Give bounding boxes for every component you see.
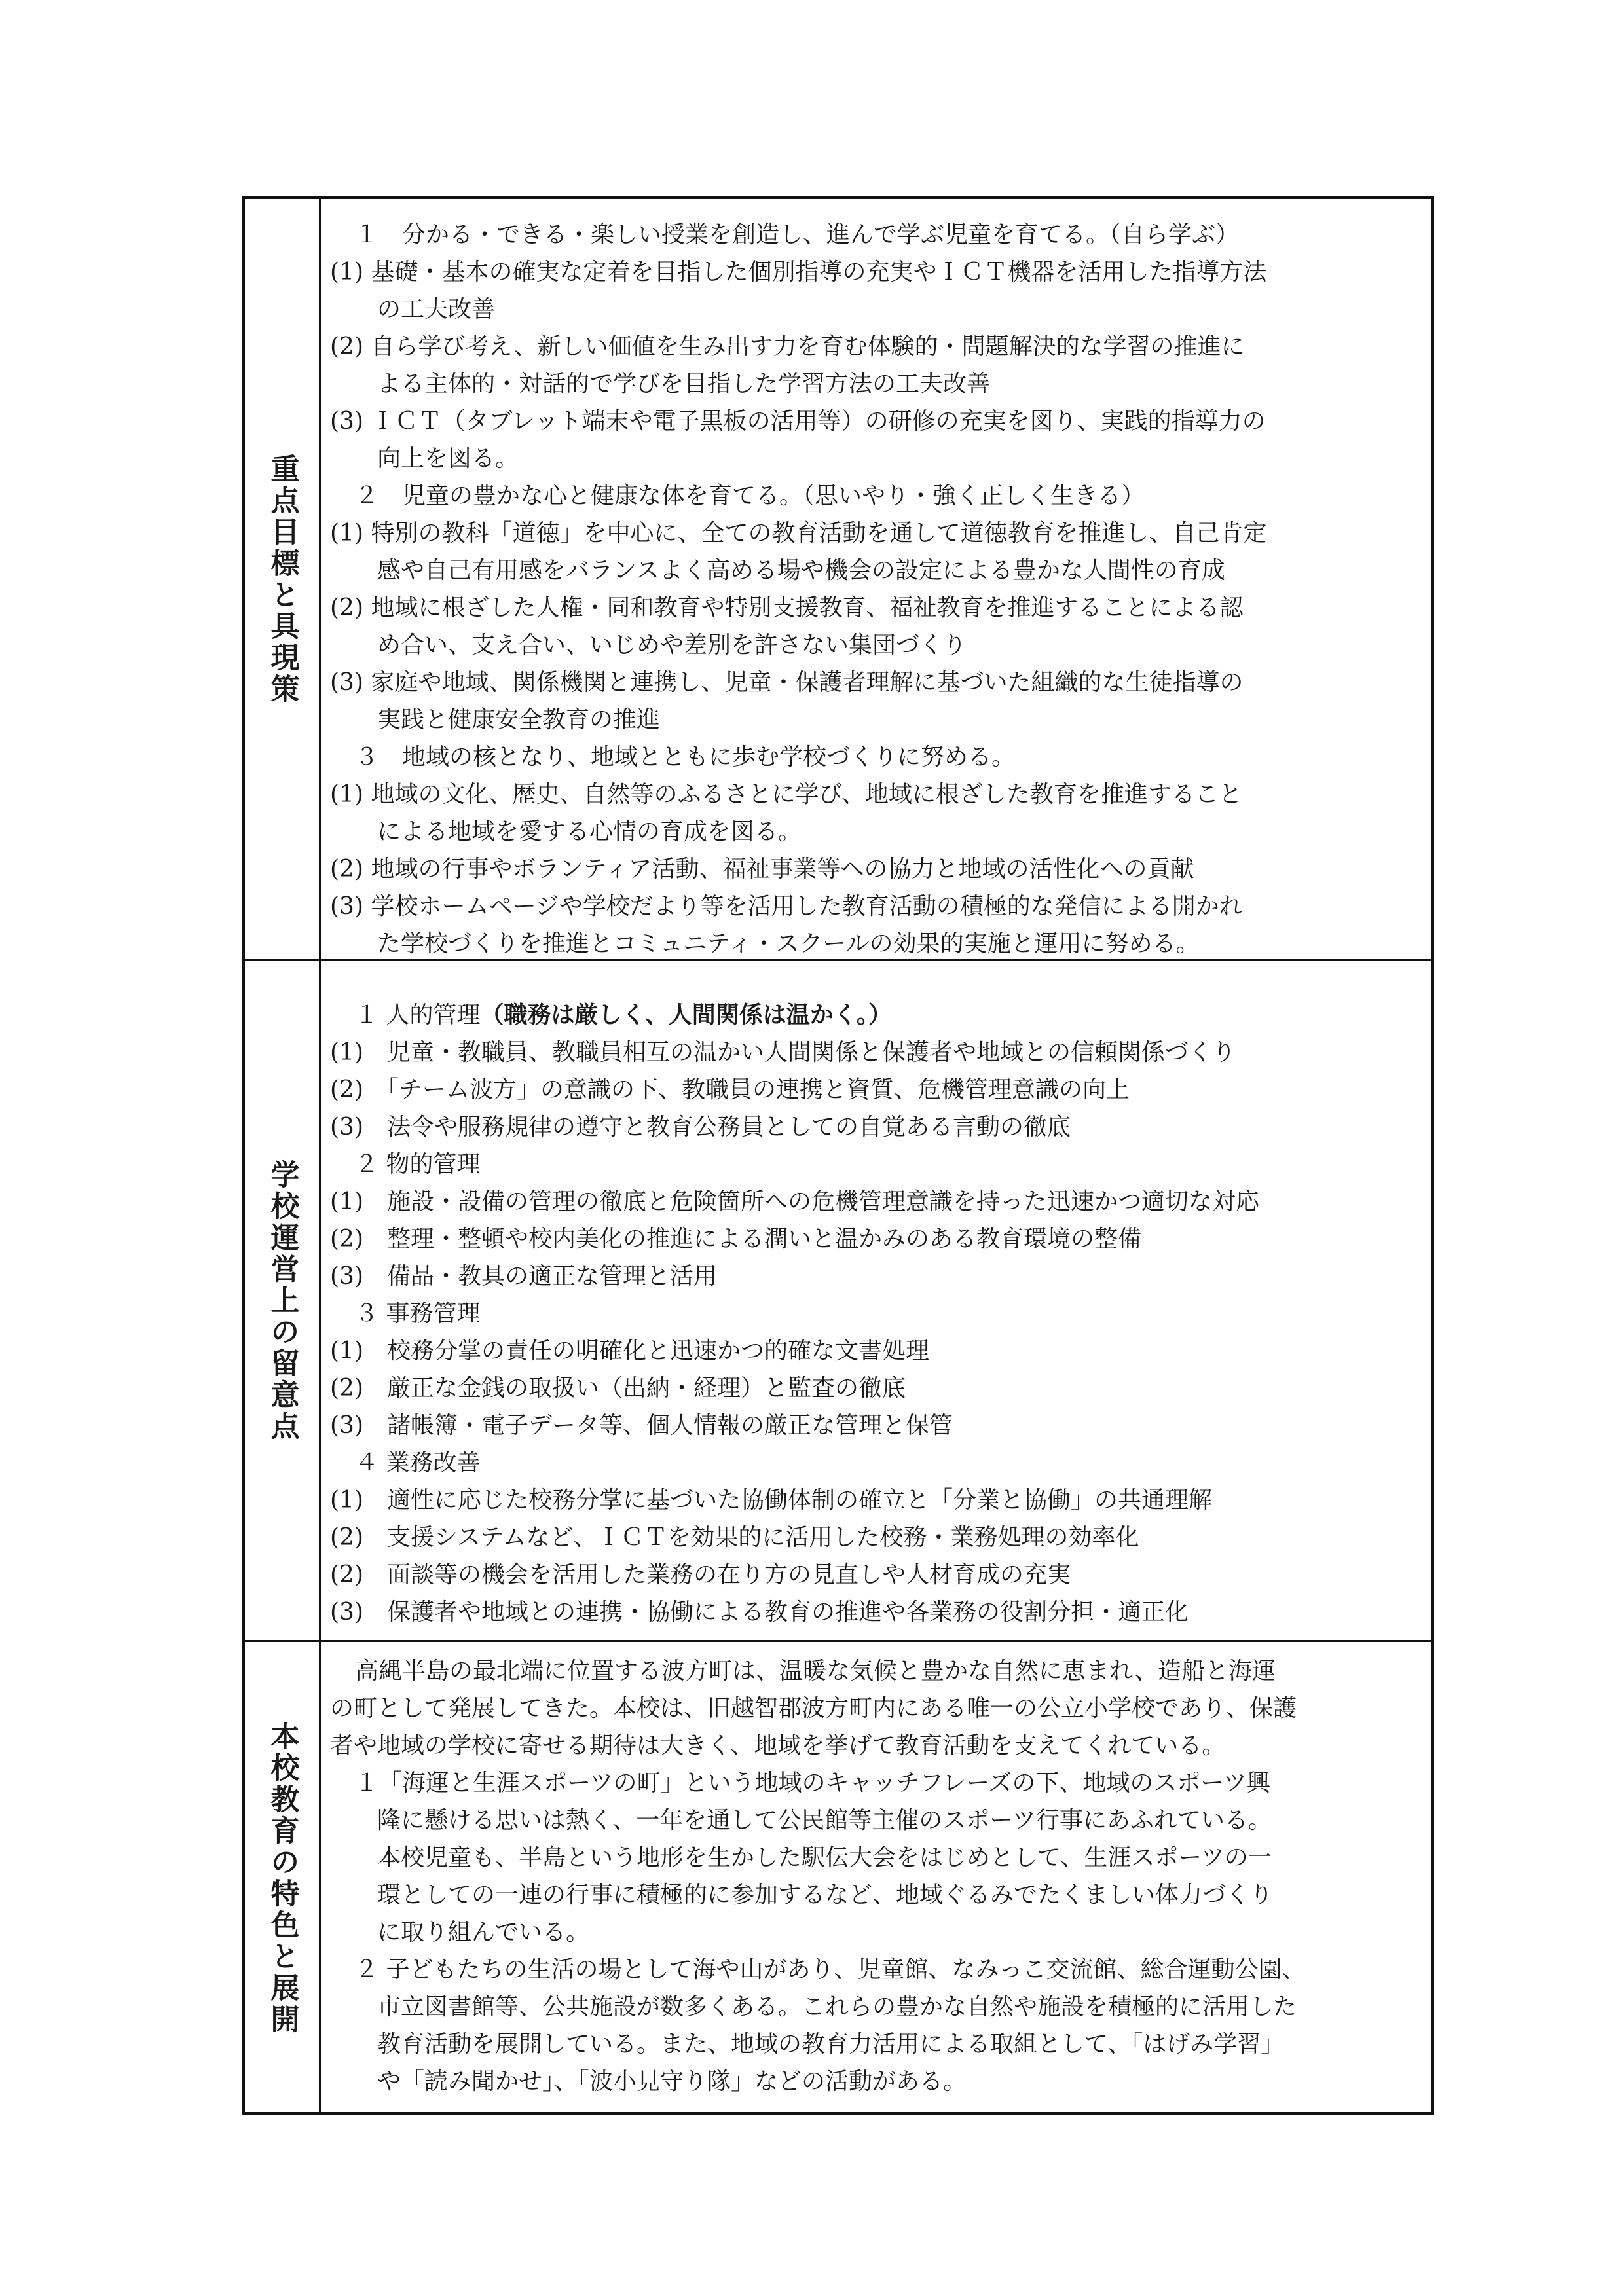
management-motto: （職務は厳しく、人間関係は温かく。） bbox=[480, 1001, 893, 1029]
list-item: (3) 保護者や地域との連携・協働による教育の推進や各業務の役割分担・適正化 bbox=[330, 1599, 1189, 1626]
list-item: (3) 備品・教具の適正な管理と活用 bbox=[330, 1263, 717, 1290]
list-item: (1) 施設・設備の管理の徹底と危険箇所への危機管理意識を持った迅速かつ適切な対応 bbox=[330, 1188, 1259, 1215]
list-item-cont: による地域を愛する心情の育成を図る。 bbox=[377, 818, 802, 845]
paragraph-line: の町として発展してきた。本校は、旧越智郡波方町内にある唯一の公立小学校であり、保護 bbox=[330, 1695, 1297, 1722]
list-item-cont: の工夫改善 bbox=[377, 296, 496, 323]
paragraph-line: 者や地域の学校に寄せる期待は大きく、地域を挙げて教育活動を支えてくれている。 bbox=[330, 1732, 1226, 1759]
list-item: (2) 地域に根ざした人権・同和教育や特別支援教育、福祉教育を推進することによる認 bbox=[330, 594, 1244, 621]
policy-table bbox=[242, 196, 1434, 2115]
management-heading: ２ 物的管理 bbox=[355, 1151, 481, 1178]
list-item-cont: 実践と健康安全教育の推進 bbox=[377, 706, 661, 733]
list-item: (3) 学校ホームページや学校だより等を活用した教育活動の積極的な発信による開かれ bbox=[330, 893, 1243, 920]
section-label-text: 重点目標と具現策 bbox=[265, 453, 299, 705]
list-item: (1) 基礎・基本の確実な定着を目指した個別指導の充実やＩＣＴ機器を活用した指導方法 bbox=[330, 259, 1267, 285]
management-heading-text: １ 人的管理 bbox=[355, 1002, 481, 1029]
list-item: (2) 地域の行事やボランティア活動、福祉事業等への協力と地域の活性化への貢献 bbox=[330, 856, 1194, 883]
feature-item-cont: 本校児童も、半島という地形を生かした駅伝大会をはじめとして、生涯スポーツの一 bbox=[377, 1844, 1272, 1871]
section-label bbox=[245, 199, 321, 959]
management-heading bbox=[330, 996, 1422, 1034]
list-item: (1) 校務分掌の責任の明確化と迅速かつ的確な文書処理 bbox=[330, 1338, 929, 1364]
list-item: (1) 地域の文化、歴史、自然等のふるさとに学び、地域に根ざした教育を推進すること bbox=[330, 781, 1242, 808]
feature-item-cont: 教育活動を展開している。また、地域の教育力活用による取組として、「はげみ学習」 bbox=[377, 2031, 1285, 2058]
section-label-text: 学校運営上の留意点 bbox=[265, 1159, 299, 1442]
list-item-cont: め合い、支え合い、いじめや差別を許さない集団づくり bbox=[377, 632, 967, 659]
section-focus-goals bbox=[245, 199, 1431, 961]
feature-item: ２ 子どもたちの生活の場として海や山があり、児童館、なみっこ交流館、総合運動公園、 bbox=[355, 1956, 1306, 1983]
list-item-cont: よる主体的・対話的で学びを目指した学習方法の工夫改善 bbox=[377, 371, 991, 397]
list-item: (2) 自ら学び考え、新しい価値を生み出す力を育む体験的・問題解決的な学習の推進に bbox=[330, 333, 1245, 360]
feature-item-cont: 環としての一連の行事に積極的に参加するなど、地域ぐるみでたくましい体力づくり bbox=[377, 1882, 1274, 1908]
management-heading: ３ 事務管理 bbox=[355, 1300, 481, 1327]
section-school-features bbox=[245, 1642, 1431, 2115]
list-item: (3) ＩＣＴ（タブレット端末や電子黒板の活用等）の研修の充実を図り、実践的指導力の bbox=[330, 408, 1266, 435]
list-item-cont: た学校づくりを推進とコミュニティ・スクールの効果的実施と運用に努める。 bbox=[377, 930, 1200, 957]
section-label bbox=[245, 1642, 321, 2115]
section-content bbox=[330, 216, 1422, 962]
section-management-notes bbox=[245, 961, 1431, 1642]
goal-heading: ２ 児童の豊かな心と健康な体を育てる。（思いやり・強く正しく生きる） bbox=[355, 483, 1145, 509]
goal-heading: ３ 地域の核となり、地域とともに歩む学校づくりに努める。 bbox=[355, 744, 1016, 771]
feature-item: １「海運と生涯スポーツの町」という地域のキャッチフレーズの下、地域のスポーツ興 bbox=[355, 1770, 1270, 1796]
feature-item-cont: に取り組んでいる。 bbox=[377, 1919, 590, 1946]
feature-item-cont: 隆に懸ける思いは熱く、一年を通して公民館等主催のスポーツ行事にあふれている。 bbox=[377, 1807, 1272, 1834]
list-item: (3) 諸帳簿・電子データ等、個人情報の厳正な管理と保管 bbox=[330, 1412, 953, 1439]
feature-item-cont: 市立図書館等、公共施設が数多くある。これらの豊かな自然や施設を積極的に活用した bbox=[377, 1994, 1297, 2020]
section-label-text: 本校教育の特色と展開 bbox=[265, 1721, 299, 2035]
list-item: (2) 厳正な金銭の取扱い（出納・経理）と監査の徹底 bbox=[330, 1375, 906, 1402]
section-label bbox=[245, 961, 321, 1640]
list-item: (1) 適性に応じた校務分掌に基づいた協働体制の確立と「分業と協働」の共通理解 bbox=[330, 1487, 1212, 1514]
list-item-cont: 感や自己有用感をバランスよく高める場や機会の設定による豊かな人間性の育成 bbox=[377, 557, 1225, 584]
list-item: (1) 児童・教職員、教職員相互の温かい人間関係と保護者や地域との信頼関係づくり bbox=[330, 1039, 1236, 1066]
list-item: (1) 特別の教科「道徳」を中心に、全ての教育活動を通して道徳教育を推進し、自己肯定 bbox=[330, 520, 1267, 547]
paragraph-line: 高縄半島の最北端に位置する波方町は、温暖な気候と豊かな自然に恵まれ、造船と海運 bbox=[355, 1658, 1276, 1685]
list-item: (2) 「チーム波方」の意識の下、教職員の連携と資質、危機管理意識の向上 bbox=[330, 1076, 1130, 1103]
list-item: (2) 支援システムなど、ＩＣＴを効果的に活用した校務・業務処理の効率化 bbox=[330, 1524, 1139, 1551]
section-content bbox=[330, 1652, 1422, 2100]
section-content bbox=[330, 996, 1422, 1631]
management-heading: ４ 業務改善 bbox=[355, 1449, 481, 1476]
list-item-cont: 向上を図る。 bbox=[377, 445, 519, 472]
list-item: (3) 法令や服務規律の遵守と教育公務員としての自覚ある言動の徹底 bbox=[330, 1114, 1071, 1140]
list-item: (2) 整理・整頓や校内美化の推進による潤いと温かみのある教育環境の整備 bbox=[330, 1226, 1141, 1252]
list-item: (3) 家庭や地域、関係機関と連携し、児童・保護者理解に基づいた組織的な生徒指導の bbox=[330, 669, 1244, 696]
list-item: (2) 面談等の機会を活用した業務の在り方の見直しや人材育成の充実 bbox=[330, 1561, 1071, 1588]
goal-heading: １ 分かる・できる・楽しい授業を創造し、進んで学ぶ児童を育てる。（自ら学ぶ） bbox=[355, 221, 1240, 248]
feature-item-cont: や「読み聞かせ」、「波小見守り隊」などの活動がある。 bbox=[377, 2068, 967, 2095]
